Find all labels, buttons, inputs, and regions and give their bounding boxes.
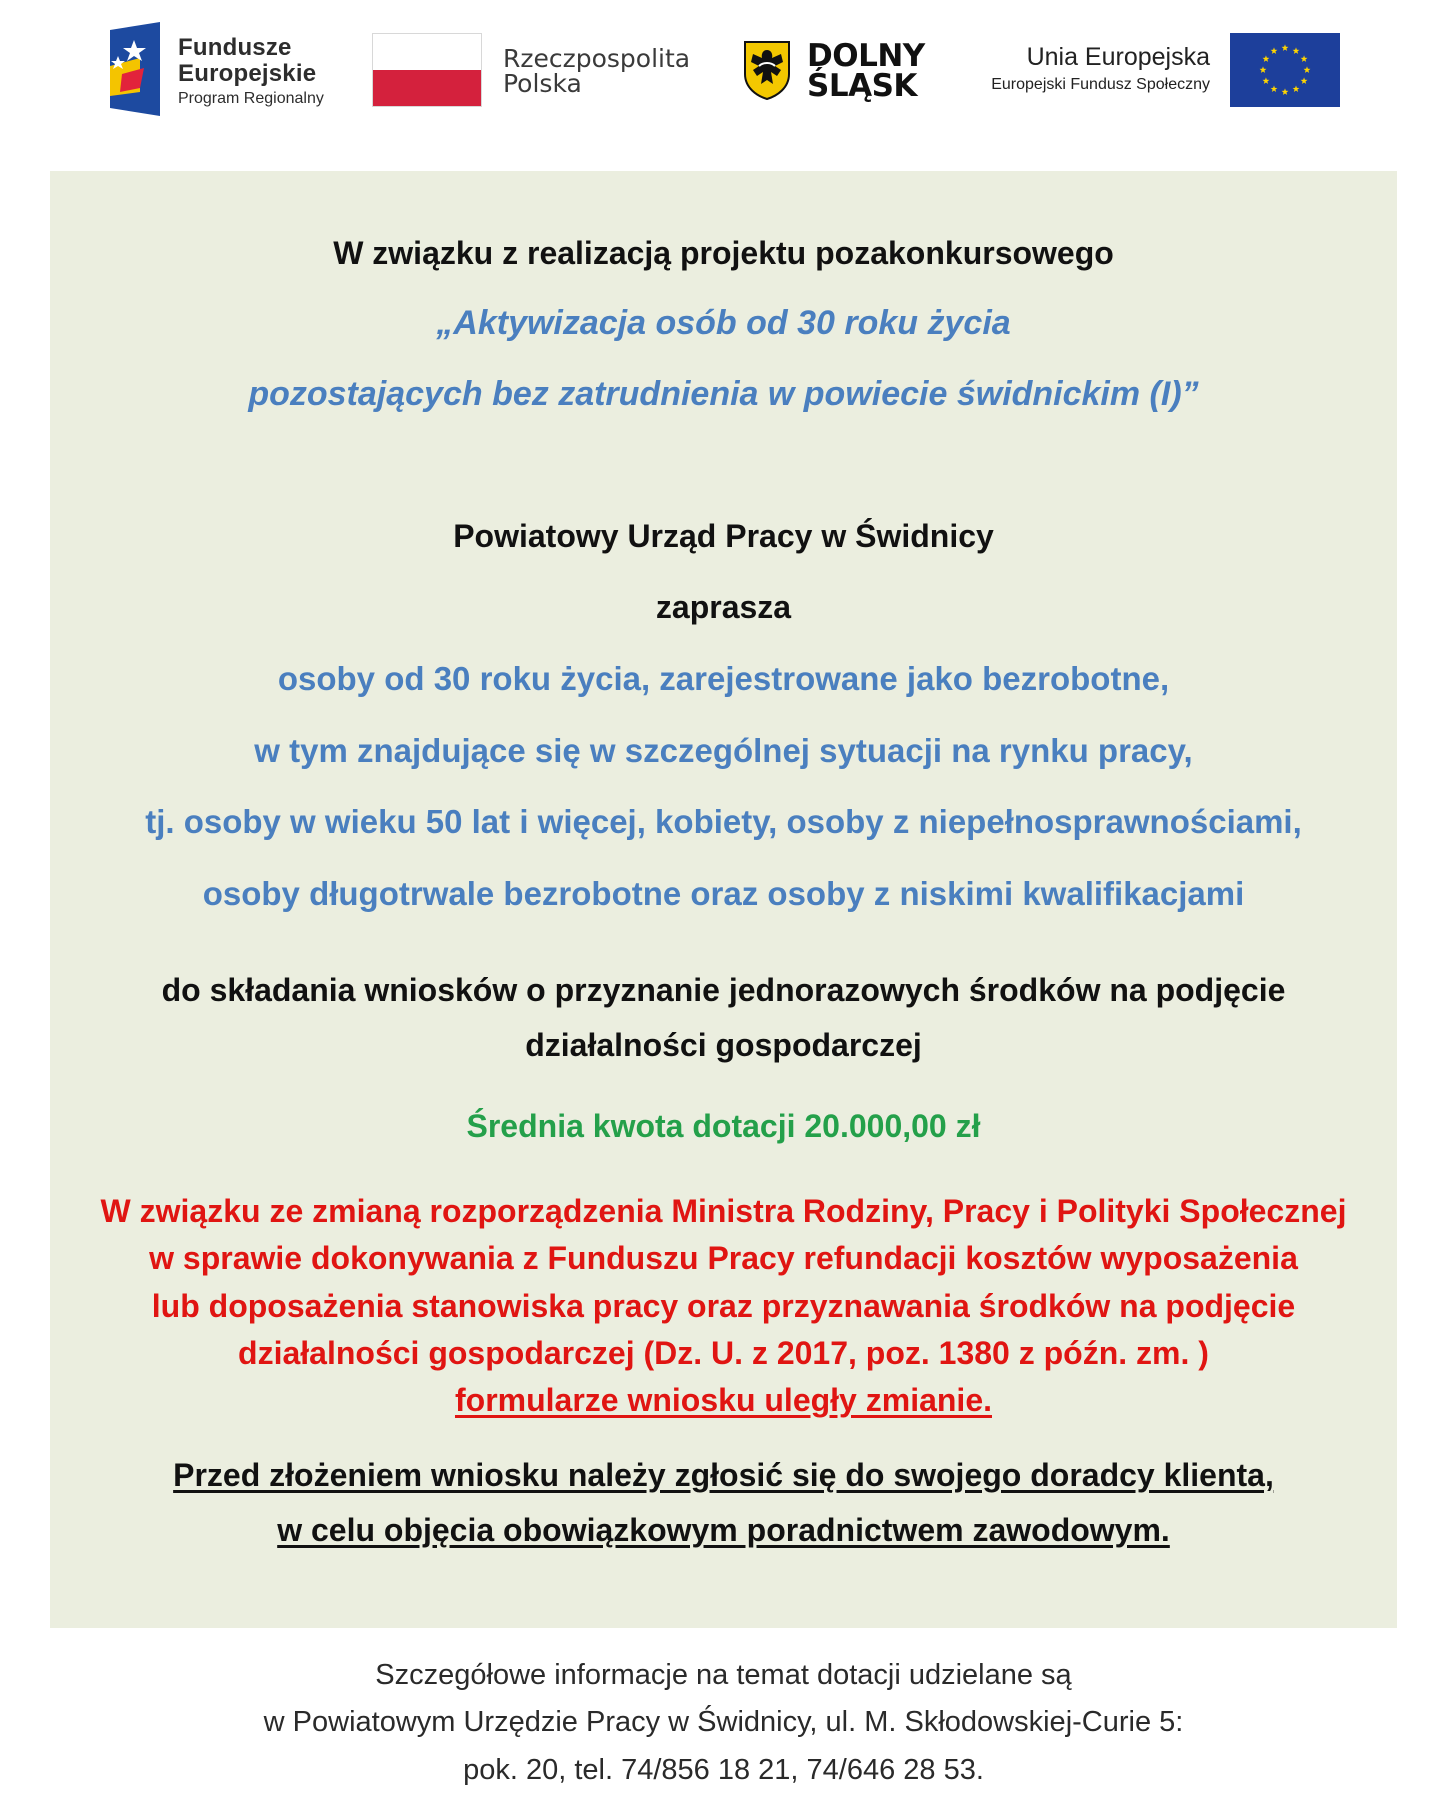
fundusze-line3: Program Regionalny	[178, 90, 324, 107]
logo-bar	[0, 0, 1447, 150]
unia-europejska-logo	[975, 33, 1340, 109]
unia-line1: Unia Europejska	[1026, 43, 1210, 71]
rzeczpospolita-line1: Rzeczpospolita	[503, 44, 691, 73]
target-group-line3: tj. osoby w wieku 50 lat i więcej, kobiety, osoby z niepełnosprawnościami,	[145, 803, 1302, 840]
fundusze-line1: Fundusze	[178, 34, 292, 61]
announcement-panel	[50, 171, 1397, 1628]
average-grant-amount: Średnia kwota dotacji 20.000,00 zł	[466, 1108, 981, 1144]
footer-line3: pok. 20, tel. 74/856 18 21, 74/646 28 53.	[463, 1754, 984, 1786]
office-name: Powiatowy Urząd Pracy w Świdnicy	[453, 518, 994, 554]
purpose-line2: działalności gospodarczej	[525, 1027, 922, 1063]
regulation-change-line3: lub doposażenia stanowiska pracy oraz przyznawania środków na podjęcie	[151, 1288, 1296, 1324]
advice-line2: w celu objęcia obowiązkowym poradnictwem zawodowym.	[277, 1512, 1170, 1548]
footer-line2: w Powiatowym Urzędzie Pracy w Świdnicy, ul. M. Skłodowskiej-Curie 5:	[263, 1706, 1184, 1738]
regulation-change-line1: W związku ze zmianą rozporządzenia Ministra Rodziny, Pracy i Polityki Społecznej	[100, 1193, 1347, 1229]
target-group-line1: osoby od 30 roku życia, zarejestrowane jako bezrobotne,	[277, 660, 1170, 697]
regulation-change-line2: w sprawie dokonywania z Funduszu Pracy refundacji kosztów wyposażenia	[149, 1240, 1298, 1276]
intro-text: W związku z realizacją projektu pozakonkursowego	[333, 235, 1114, 271]
dolny-slask-line1: DOLNY	[807, 38, 925, 74]
regulation-change-line5-wrap	[50, 1382, 1397, 1419]
target-group-line4: osoby długotrwale bezrobotne oraz osoby z niskimi kwalifikacjami	[202, 875, 1245, 912]
rzeczpospolita-polska-logo	[372, 33, 692, 109]
polish-flag-icon	[372, 33, 482, 107]
advice-line1: Przed złożeniem wniosku należy zgłosić się do swojego doradcy klienta,	[173, 1457, 1274, 1493]
project-title-line1: „Aktywizacja osób od 30 roku życia	[436, 304, 1011, 342]
advice-line1-wrap	[50, 1457, 1397, 1494]
purpose-line1: do składania wniosków o przyznanie jednorazowych środków na podjęcie	[161, 972, 1286, 1008]
rzeczpospolita-line2: Polska	[503, 69, 582, 98]
fundusze-line2: Europejskie	[178, 60, 317, 87]
eagle-shield-icon	[743, 40, 791, 100]
dolny-slask-line2: ŚLĄSK	[807, 68, 917, 104]
regulation-change-line4: działalności gospodarczej (Dz. U. z 2017, poz. 1380 z późn. zm. )	[238, 1335, 1209, 1371]
footer-line1: Szczegółowe informacje na temat dotacji udzielane są	[375, 1659, 1072, 1691]
unia-line2: Europejski Fundusz Społeczny	[991, 76, 1210, 93]
advice-line2-wrap	[50, 1512, 1397, 1549]
form-changed-notice: formularze wniosku uległy zmianie.	[454, 1382, 992, 1418]
fundusze-europejskie-emblem-icon	[110, 22, 160, 116]
target-group-line2: w tym znajdujące się w szczególnej sytuacji na rynku pracy,	[254, 732, 1193, 769]
fundusze-europejskie-logo	[110, 22, 350, 116]
eu-flag-icon	[1230, 33, 1340, 107]
dolny-slask-logo	[743, 40, 933, 106]
project-title-line2: pozostających bez zatrudnienia w powiecie świdnickim (I)”	[248, 375, 1199, 413]
invites-text: zaprasza	[655, 589, 792, 625]
